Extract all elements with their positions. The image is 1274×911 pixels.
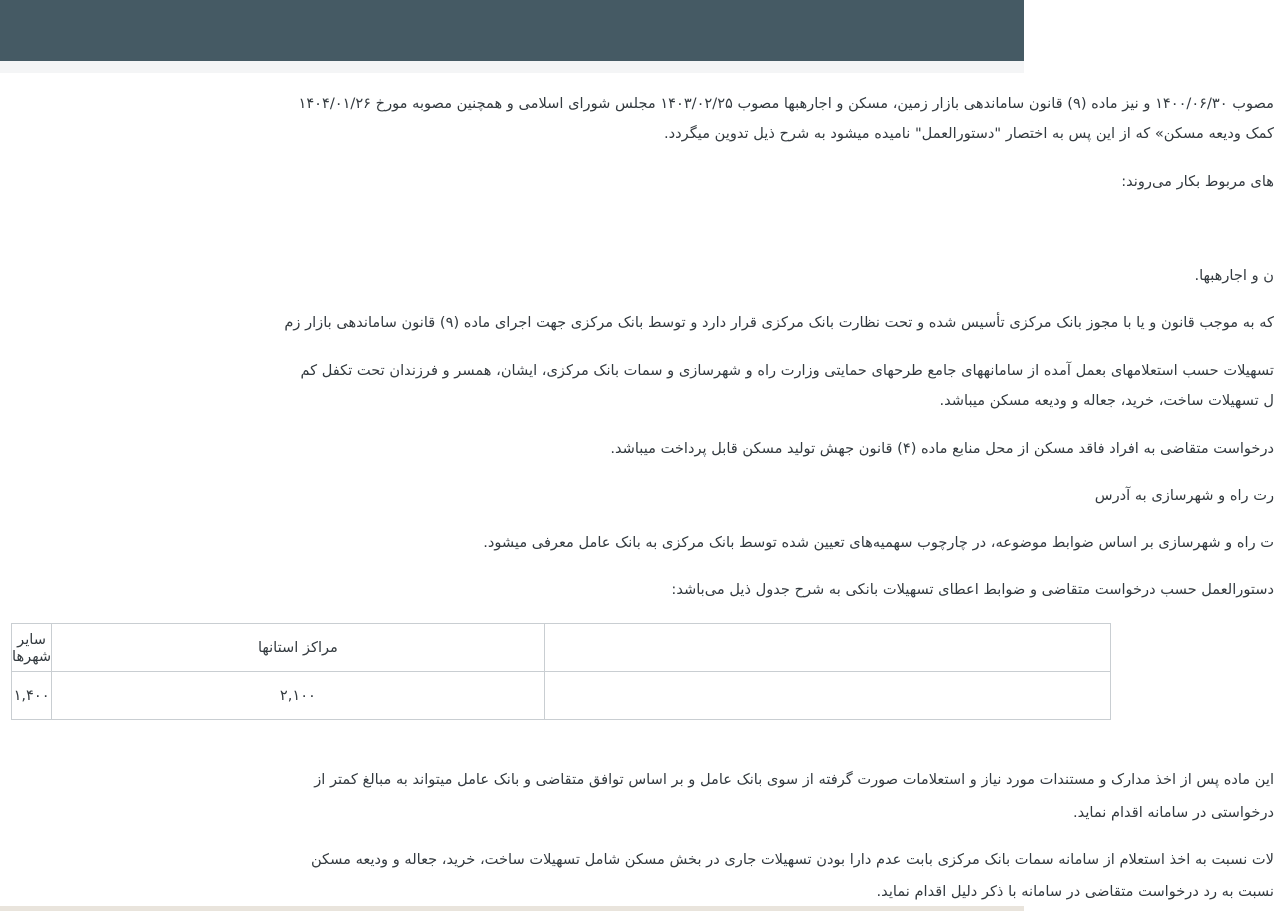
paragraph-line: ت راه و شهرسازی بر اساس ضوابط موضوعه، در چارچوب سهمیه‌های تعیین شده توسط بانک مرکزی به بانک عامل معرفی میشود. xyxy=(483,534,1274,551)
paragraph-line: ن و اجارهبها. xyxy=(1194,267,1274,284)
table-header-cell: مراکز استانها xyxy=(52,624,545,672)
table-cell xyxy=(544,672,1110,720)
paragraph-line: کمک ودیعه مسکن» که از این پس به اختصار "دستورالعمل" نامیده میشود به شرح ذیل تدوین میگردد. xyxy=(664,125,1274,142)
bottom-edge-strip xyxy=(0,906,1024,911)
paragraph-line: درخواستی در سامانه اقدام نماید. xyxy=(1073,804,1274,821)
paragraph-line: دستورالعمل حسب درخواست متقاضی و ضوابط اعطای تسهیلات بانکی به شرح جدول ذیل می‌باشد: xyxy=(671,581,1274,598)
paragraph-line: این ماده پس از اخذ مدارک و مستندات مورد نیاز و استعلامات صورت گرفته از سوی بانک عامل و بر اساس توافق متقاضی و بانک عامل میتواند به مبالغ کمتر از xyxy=(314,771,1274,788)
paragraph-line: درخواست متقاضی به افراد فاقد مسکن از محل منابع ماده (۴) قانون جهش تولید مسکن قابل پرداخت میباشد. xyxy=(610,440,1274,457)
paragraph-line: رت راه و شهرسازی به آدرس xyxy=(1094,487,1274,504)
paragraph-line: لات نسبت به اخذ استعلام از سامانه سمات بانک مرکزی بابت عدم دارا بودن تسهیلات جاری در بخش مسکن شامل تسهیلات ساخت، خرید، جعاله و ودیعه مسکن xyxy=(310,851,1274,868)
table-cell: ۱,۴۰۰ xyxy=(12,672,52,720)
paragraph-line: که به موجب قانون و یا با مجوز بانک مرکزی تأسیس شده و تحت نظارت بانک مرکزی قرار دارد و توسط بانک مرکزی جهت اجرای ماده (۹) قانون ساماندهی بازار زم xyxy=(284,314,1274,331)
top-header-bar xyxy=(0,0,1024,61)
facility-amount-table xyxy=(11,623,1111,720)
paragraph-line: نسبت به رد درخواست متقاضی در سامانه با ذکر دلیل اقدام نماید. xyxy=(876,883,1274,900)
table-row xyxy=(12,672,1111,720)
header-shadow-strip xyxy=(0,61,1024,73)
paragraph-line: تسهیلات حسب استعلامهای بعمل آمده از سامانههای جامع طرحهای حمایتی وزارت راه و شهرسازی و سمات بانک مرکزی، ایشان، همسر و فرزندان تحت تکفل کم xyxy=(300,362,1274,379)
table-header-cell: سایر شهرها xyxy=(12,624,52,672)
table-header-cell xyxy=(544,624,1110,672)
table-header-row xyxy=(12,624,1111,672)
table-cell: ۲,۱۰۰ xyxy=(52,672,545,720)
paragraph-line: ل تسهیلات ساخت، خرید، جعاله و ودیعه مسکن میباشد. xyxy=(939,392,1274,409)
paragraph-line: مصوب ۱۴۰۰/۰۶/۳۰ و نیز ماده (۹) قانون ساماندهی بازار زمین، مسکن و اجارهبها مصوب ۱۴۰۳/۰۲/۲۵ مجلس شورای اسلامی و همچنین مصوبه مورخ ۱۴۰۴/۰۱/۲۶ xyxy=(298,95,1274,112)
paragraph-line: های مربوط بکار می‌روند: xyxy=(1121,173,1274,190)
